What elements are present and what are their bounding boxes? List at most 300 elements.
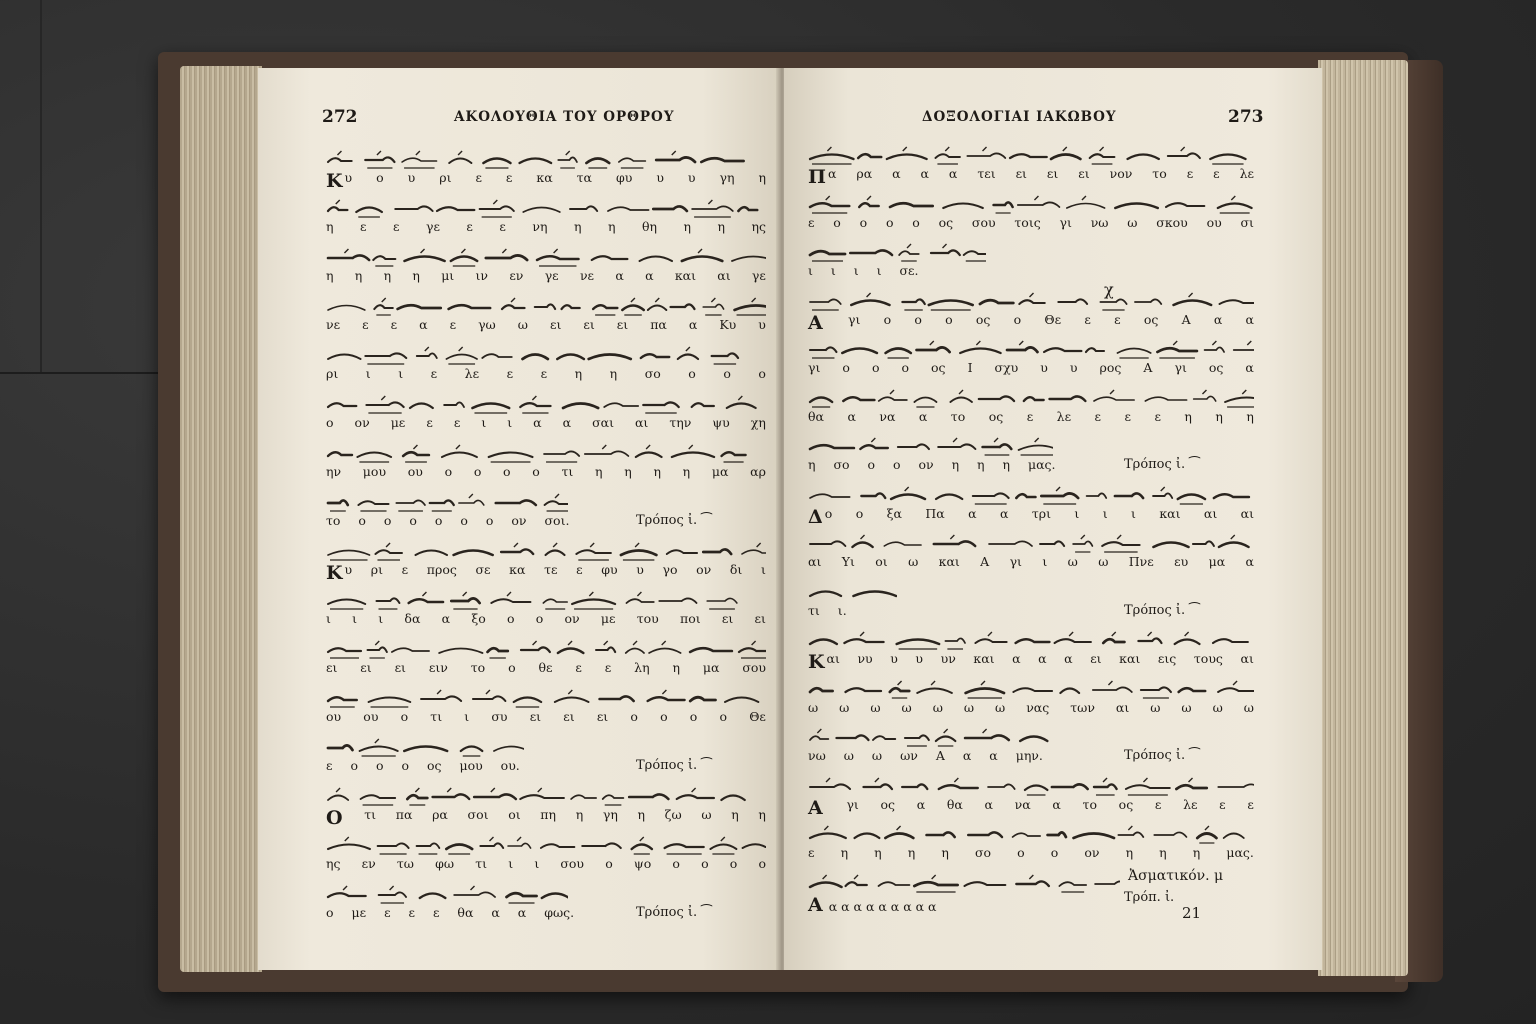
neume-stroke: [1234, 347, 1254, 352]
neume-accent: [1161, 487, 1165, 491]
syllable: ε: [604, 660, 612, 675]
neume-stroke: [496, 500, 536, 505]
syllable: α: [533, 415, 542, 430]
chant-text: [326, 366, 766, 386]
neume-accent: [416, 151, 420, 155]
syllable: α: [984, 796, 993, 812]
syllable: ον: [1084, 845, 1100, 860]
neume-stroke: [558, 157, 577, 162]
neume-stroke: [449, 305, 491, 309]
neume-stroke: [1067, 203, 1105, 208]
tropos-short-label: Τρόπ. ἰ.: [1124, 890, 1175, 905]
chant-text-rest: α α α α α α α α α: [824, 898, 937, 914]
neume-row: [326, 148, 766, 170]
neume-stroke: [648, 697, 685, 701]
syllable: ι: [1042, 554, 1048, 569]
tropos-label: Τρόπος ἰ. ⁀: [1124, 748, 1200, 763]
neume-accent: [1029, 875, 1033, 879]
drop-initial: Α: [808, 796, 823, 819]
syllable: ο: [901, 360, 910, 375]
neume-accent: [698, 249, 702, 253]
neume-stroke: [619, 158, 646, 162]
syllable: ε: [392, 219, 400, 234]
syllable: η: [574, 366, 583, 381]
syllable: φω: [435, 856, 455, 871]
neume-stroke: [365, 157, 394, 162]
syllable: ει: [360, 660, 372, 675]
neume-stroke: [1044, 348, 1081, 352]
neume-stroke: [535, 304, 555, 309]
neume-stroke: [1205, 347, 1225, 352]
right-page: [784, 68, 1322, 970]
syllable: ης: [326, 856, 341, 871]
syllable: Α: [1181, 311, 1191, 327]
syllable: ι: [398, 366, 404, 381]
syllable: ο: [688, 366, 696, 381]
neume-stroke: [890, 203, 933, 207]
syllable: ιν: [475, 268, 489, 283]
neume-stroke: [1117, 349, 1150, 354]
neume-accent: [890, 390, 894, 394]
syllable: ω: [1127, 214, 1138, 230]
neume-stroke: [541, 844, 575, 848]
syllable: ο: [885, 214, 894, 230]
neume-accent: [459, 347, 463, 351]
neume-accent: [631, 298, 635, 302]
syllable: ι: [1131, 505, 1136, 521]
chant-line: [258, 197, 780, 243]
neume-stroke: [964, 251, 986, 255]
neume-accent: [425, 347, 429, 351]
chant-line: [784, 823, 1322, 869]
neume-stroke: [328, 893, 366, 897]
neume-accent: [1189, 293, 1193, 297]
neume-accent: [511, 298, 515, 302]
neume-accent: [867, 196, 871, 200]
backdrop-seam: [0, 372, 160, 374]
syllable: τι: [475, 856, 488, 871]
syllable: ει: [754, 611, 766, 626]
neume-stroke: [542, 894, 568, 899]
neume-accent: [1231, 535, 1235, 539]
neume-accent: [854, 875, 858, 879]
syllable: η: [326, 219, 334, 234]
syllable: ο: [503, 464, 511, 479]
neume-accent: [945, 147, 949, 151]
neume-stroke: [653, 206, 687, 211]
syllable: υ: [687, 170, 696, 185]
neume-notation: [326, 736, 524, 758]
neume-stroke: [1059, 882, 1086, 886]
chant-text: [326, 317, 766, 337]
neume-stroke: [558, 649, 584, 654]
syllable: ω: [808, 699, 819, 715]
syllable: τι: [364, 807, 377, 822]
neume-stroke: [621, 551, 656, 556]
neume-accent: [1069, 632, 1073, 636]
syllable: α: [1245, 311, 1254, 327]
chant-line: [784, 338, 1322, 384]
syllable: Θε: [1044, 311, 1062, 327]
syllable: η: [758, 170, 766, 185]
neume-row: [808, 144, 1254, 166]
syllable: ο: [859, 214, 868, 230]
neume-stroke: [1049, 396, 1085, 401]
syllable: ω: [1181, 699, 1192, 715]
neume-stroke: [1007, 347, 1037, 352]
neume-stroke: [707, 598, 737, 603]
chant-line: [784, 532, 1322, 578]
tropos-label: Τρόπος ἰ. ⁀: [636, 513, 712, 528]
neume-row: [326, 687, 766, 709]
syllable: αι: [1240, 651, 1254, 666]
chant-line: [258, 883, 780, 929]
syllable: αι: [826, 651, 840, 666]
neume-accent: [1148, 632, 1152, 636]
neume-stroke: [659, 598, 696, 603]
neume-stroke: [935, 154, 960, 158]
neume-accent: [538, 788, 542, 792]
neume-stroke: [632, 845, 652, 850]
neume-accent: [689, 445, 693, 449]
neume-accent: [1242, 390, 1246, 394]
chant-text: [326, 268, 766, 288]
neume-stroke: [810, 784, 850, 789]
syllable: ος: [931, 360, 946, 375]
neume-stroke: [585, 451, 629, 456]
syllable: αι: [717, 268, 731, 283]
syllable: εν: [361, 856, 376, 871]
neume-stroke: [850, 250, 892, 255]
syllable: θη: [641, 219, 657, 234]
neume-stroke: [1141, 687, 1171, 692]
syllable: ε: [1247, 796, 1254, 812]
chant-text: [808, 506, 1254, 526]
right-running-head: ΔΟΞΟΛΟΓΙΑΙ ΙΑΚΩΒΟΥ: [922, 109, 1117, 125]
syllable: ε: [453, 415, 461, 430]
neume-stroke: [1138, 638, 1161, 643]
syllable: ε: [449, 317, 457, 332]
neume-stroke: [1100, 299, 1126, 304]
chi-mark: χ: [1104, 280, 1114, 299]
neume-notation: [808, 241, 986, 263]
neume-stroke: [328, 745, 352, 750]
syllable: το: [470, 660, 486, 675]
syllable: τε: [544, 562, 558, 577]
neume-stroke: [810, 445, 854, 449]
neume-stroke: [409, 599, 443, 603]
chant-text: [808, 845, 1254, 865]
neume-stroke: [897, 640, 940, 645]
neume-stroke: [1127, 155, 1158, 160]
syllable: ω: [1067, 554, 1078, 569]
syllable: μι: [441, 268, 455, 283]
syllable: του: [636, 611, 659, 626]
neume-stroke: [491, 599, 530, 603]
syllable: ε: [466, 219, 473, 234]
syllable: η: [840, 845, 849, 860]
neume-stroke: [853, 591, 896, 596]
syllable: Α: [1143, 360, 1153, 375]
neume-stroke: [543, 599, 567, 603]
chant-text: [326, 464, 766, 484]
neume-accent: [1103, 778, 1107, 782]
syllable: ο: [883, 311, 892, 327]
neume-accent: [1082, 196, 1086, 200]
neume-stroke: [420, 894, 446, 899]
neume-stroke: [520, 403, 550, 407]
syllable: κα: [536, 170, 553, 185]
neume-stroke: [988, 784, 1015, 789]
neume-stroke: [860, 445, 887, 449]
neume-accent: [1233, 681, 1237, 685]
chant-text: ο με ε ε ε θα α α φως.: [326, 905, 575, 920]
neume-accent: [640, 837, 644, 841]
syllable: ρι: [326, 366, 339, 381]
syllable: ε: [1026, 408, 1034, 424]
neume-accent: [422, 592, 426, 596]
neume-stroke: [722, 452, 746, 456]
syllable: ο: [473, 464, 482, 479]
chant-line: [258, 393, 780, 439]
neume-notation: [808, 290, 1254, 312]
neume-accent: [461, 249, 465, 253]
neume-stroke: [917, 688, 952, 693]
neume-stroke: [589, 355, 631, 360]
neume-stroke: [739, 648, 766, 652]
neume-stroke: [480, 843, 503, 848]
syllable: ου: [363, 709, 379, 724]
syllable: ο: [758, 366, 766, 381]
syllable: ε: [575, 660, 582, 675]
neume-row: [808, 387, 1254, 409]
neume-stroke: [328, 255, 369, 260]
syllable: και: [674, 268, 696, 283]
syllable: ο: [842, 360, 850, 375]
chant-line: [258, 687, 780, 733]
chant-text: [808, 360, 1254, 380]
tropos-label: Τρόπος ἰ. ⁀: [1124, 457, 1200, 472]
chant-line: [258, 638, 780, 684]
syllable: ι: [1102, 505, 1108, 521]
chant-text-rest: [825, 506, 1254, 526]
neume-stroke: [555, 698, 589, 703]
neume-stroke: [1157, 348, 1197, 352]
syllable: ο: [914, 311, 922, 327]
neume-stroke: [936, 737, 955, 742]
neume-stroke: [846, 882, 867, 886]
neume-stroke: [514, 698, 541, 703]
syllable: ο: [605, 856, 613, 871]
neume-accent: [502, 249, 506, 253]
neume-stroke: [1016, 494, 1035, 498]
syllable: ρος: [1099, 360, 1122, 375]
syllable: ω: [932, 699, 943, 715]
neume-stroke: [859, 203, 878, 207]
neume-stroke: [328, 697, 357, 701]
neume-stroke: [392, 648, 429, 652]
neume-stroke: [369, 698, 411, 703]
neume-stroke: [843, 397, 874, 401]
neume-row: [326, 344, 766, 366]
neume-accent: [344, 249, 348, 253]
neume-stroke: [964, 882, 1005, 886]
neume-stroke: [703, 549, 731, 554]
neume-accent: [469, 494, 473, 498]
neume-stroke: [502, 305, 524, 309]
neume-stroke: [945, 638, 965, 643]
neume-stroke: [328, 500, 348, 505]
neume-stroke: [557, 355, 584, 360]
neume-notation: [808, 775, 1254, 797]
syllable: α: [1245, 554, 1254, 569]
neume-stroke: [965, 735, 1009, 740]
neume-accent: [994, 438, 998, 442]
neume-accent: [421, 249, 425, 253]
syllable: ρι: [439, 170, 452, 185]
neume-accent: [932, 875, 936, 879]
syllable: α: [688, 317, 698, 332]
chant-line: [784, 290, 1322, 336]
chant-text: [326, 562, 766, 582]
syllable: η: [383, 268, 392, 283]
syllable: ει: [721, 611, 734, 626]
neume-accent: [568, 641, 572, 645]
neume-stroke: [396, 500, 425, 505]
syllable: ε: [576, 562, 583, 577]
chant-line: [258, 344, 780, 390]
syllable: ευ: [1174, 554, 1189, 569]
syllable: το: [1082, 796, 1097, 812]
neume-accent: [377, 151, 381, 155]
neume-stroke: [973, 493, 1009, 498]
neume-stroke: [1090, 154, 1115, 158]
left-page-header: [258, 106, 780, 130]
neume-stroke: [1176, 785, 1206, 789]
chant-text-rest: [825, 797, 1254, 817]
syllable: ε: [1219, 796, 1226, 812]
drop-initial: Κ: [326, 170, 343, 192]
syllable: η: [575, 807, 584, 822]
neume-stroke: [376, 598, 399, 603]
syllable: η: [682, 464, 691, 479]
syllable: γη: [602, 807, 618, 822]
neume-accent: [954, 778, 958, 782]
neume-stroke: [1219, 543, 1249, 548]
neume-stroke: [887, 155, 927, 160]
neume-stroke: [488, 648, 508, 652]
syllable: νω: [1090, 214, 1109, 230]
neume-stroke: [1040, 541, 1064, 546]
syllable: σαι: [592, 415, 614, 430]
syllable: α: [892, 166, 901, 181]
syllable: ε: [808, 845, 815, 860]
neume-stroke: [328, 648, 361, 652]
syllable: χη: [750, 415, 766, 430]
syllable: λε: [1239, 166, 1254, 181]
neume-notation: [326, 540, 766, 562]
neume-stroke: [407, 795, 427, 799]
neume-row: [326, 589, 766, 611]
neume-accent: [1117, 535, 1121, 539]
neume-stroke: [1179, 688, 1206, 692]
neume-accent: [752, 298, 756, 302]
neume-stroke: [692, 206, 733, 211]
neume-row: [808, 629, 1254, 651]
syllable: εν: [509, 268, 524, 283]
neume-accent: [950, 535, 954, 539]
neume-row: [326, 393, 766, 415]
syllable: θα: [946, 796, 963, 812]
neume-notation: [326, 148, 766, 170]
neume-row: [326, 246, 766, 268]
chant-text: [326, 170, 766, 190]
neume-row: [808, 290, 1254, 312]
chant-line: [258, 785, 780, 831]
syllable: ι: [352, 611, 358, 626]
neume-stroke: [1168, 153, 1200, 158]
syllable: υ: [1069, 360, 1078, 375]
neume-stroke: [810, 251, 845, 255]
neume-accent: [1035, 438, 1039, 442]
neume-stroke: [1086, 348, 1104, 352]
neume-stroke: [966, 688, 1004, 693]
syllable: η: [1159, 845, 1167, 860]
neume-stroke: [712, 353, 738, 358]
syllable: ος: [975, 311, 991, 327]
chant-line: [258, 540, 780, 586]
neume-accent: [590, 543, 594, 547]
neume-stroke: [357, 453, 391, 458]
syllable: ει: [394, 660, 406, 675]
tropos-label: Τρόπος ἰ. ⁀: [1124, 602, 1200, 618]
chant-text: [326, 415, 766, 435]
neume-accent: [1231, 196, 1235, 200]
neume-stroke: [523, 208, 560, 213]
syllable: ε: [362, 317, 369, 332]
syllable: η: [758, 807, 766, 822]
syllable: ει: [583, 317, 595, 332]
neume-stroke: [1115, 493, 1143, 498]
neume-stroke: [701, 158, 743, 162]
neume-stroke: [844, 639, 883, 643]
neume-row: [326, 442, 766, 464]
neume-stroke: [1166, 203, 1204, 207]
neume-notation: [808, 144, 1254, 166]
neume-stroke: [641, 354, 669, 358]
neume-stroke: [1174, 300, 1212, 305]
syllable: ω: [1212, 699, 1223, 715]
neume-stroke: [1074, 834, 1114, 839]
syllable: ο: [855, 505, 864, 521]
neume-accent: [337, 151, 341, 155]
syllable: ι: [760, 562, 766, 577]
neume-stroke: [810, 494, 850, 498]
syllable: με: [390, 415, 406, 430]
neume-notation: [808, 435, 1053, 457]
asmatikon-label: Ἀσματικόν. μ: [1128, 868, 1224, 884]
neume-stroke: [979, 396, 1014, 401]
chant-text: [808, 894, 936, 914]
syllable: γι: [847, 311, 861, 327]
neume-stroke: [459, 500, 484, 505]
neume-stroke: [582, 843, 620, 848]
neume-stroke: [1103, 639, 1124, 643]
chant-line: [258, 736, 780, 782]
neume-notation: [326, 589, 766, 611]
neume-accent: [637, 592, 641, 596]
syllable: ο: [758, 856, 766, 871]
